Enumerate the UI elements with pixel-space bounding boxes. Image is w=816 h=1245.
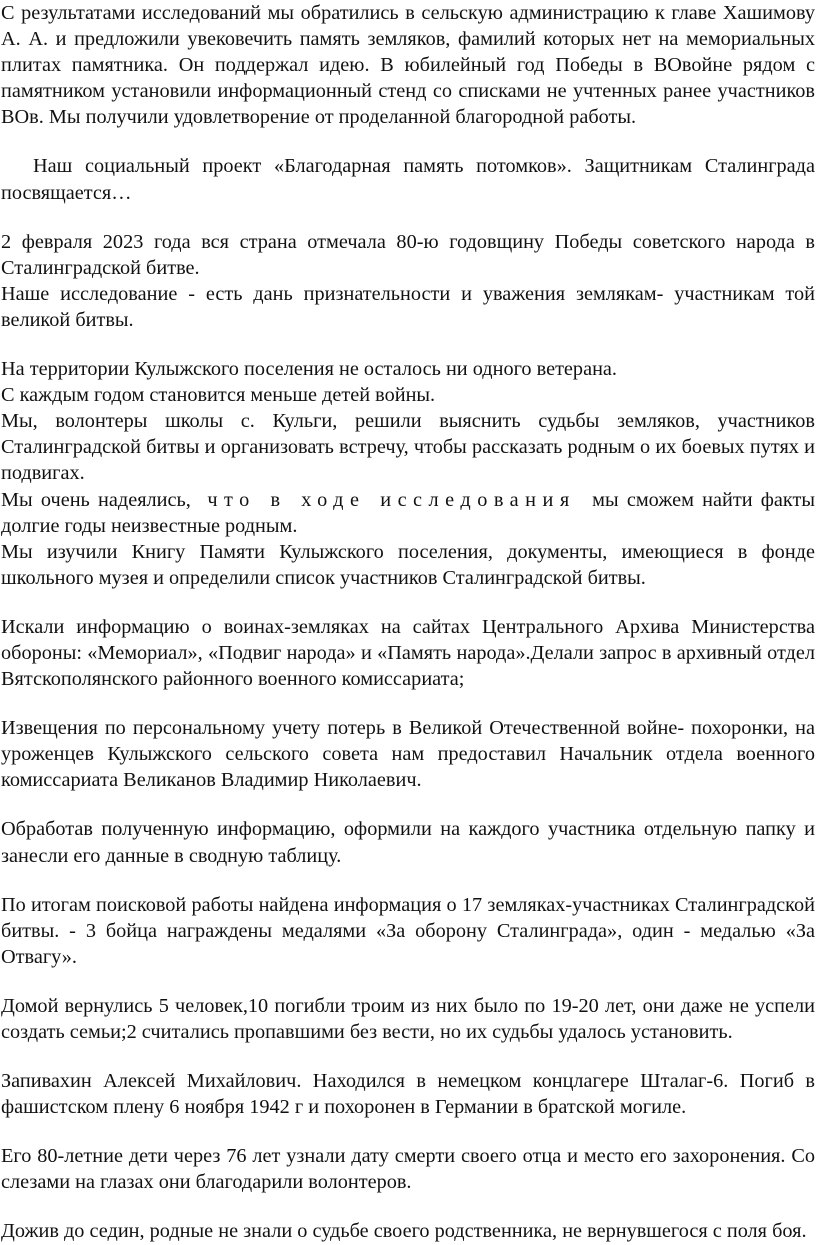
paragraph-hopes [1, 487, 815, 539]
spacer [1, 970, 815, 993]
spacer [1, 1120, 815, 1143]
paragraph-returned: Домой вернулись 5 человек,10 погибли троим из них было по 19-20 лет, они даже не успели создать семьи;2 считались пропавшими без вести, но их судьбы удалось установить. [1, 994, 815, 1043]
paragraph-tribute: Наше исследование - есть дань признательности и уважения землякам- участникам той великой битвы. [1, 282, 815, 331]
paragraph-administration: С результатами исследований мы обратились в сельскую администрацию к главе Хашимову А. А. и предложили увековечить память земляков, фамилий которых нет на мемориальных плитах памятника. Он поддержал идею. В юбилейный год Победы в ВОвойне рядом с памятником установили информационный стенд со списками не учтенных ранее участников ВОв. Мы получили удовлетворение от проделанной благородной работы. [1, 2, 815, 129]
paragraph-children-of-war: С каждым годом становится меньше детей войны. [1, 384, 436, 407]
spacer [1, 869, 815, 892]
paragraph-results: По итогам поисковой работы найдена информация о 17 земляках-участниках Сталинградской битвы. - 3 бойца награждены медалями «За оборону Сталинграда», один - медалью «За Отвагу». [1, 893, 815, 968]
spacer [1, 1045, 815, 1068]
paragraph-archives: Искали информацию о воинах-земляках на сайтах Центрального Архива Министерства обороны: «Мемориал», «Подвиг народа» и «Память народа».Делали запрос в архивный отдел Вятскополянского районного военного комиссариата; [1, 615, 815, 691]
spacer [1, 591, 815, 614]
paragraph-book-of-memory: Мы изучили Книгу Памяти Кулыжского поселения, документы, имеющиеся в фонде школьного музея и определили список участников Сталинградской битвы. [1, 540, 815, 589]
paragraph-relatives: Дожив до седин, родные не знали о судьбе своего родственника, не вернувшегося с поля боя. [1, 1220, 807, 1243]
paragraph-zapivakhin: Запивахин Алексей Михайлович. Находился в немецком концлагере Шталаг-6. Погиб в фашистском плену 6 ноября 1942 г и похоронен в Германии в братской могиле. [1, 1070, 815, 1119]
hopes-start: Мы очень надеялись, [1, 488, 191, 511]
paragraph-children-learned: Его 80-летние дети через 76 лет узнали дату смерти своего отца и место его захоронения. Со слезами на глазах они благодарили волонтеров. [1, 1145, 815, 1194]
spacer [1, 1195, 815, 1218]
paragraph-notices: Извещения по персональному учету потерь в Великой Отечественной войне- похоронки, на уроженцев Кулыжского сельского совета нам предоставил Начальник отдела военного комиссариата Великанов Владимир Николаевич. [1, 717, 815, 792]
spacer [1, 130, 815, 153]
paragraph-no-veterans: На территории Кулыжского поселения не осталось ни одного ветерана. [1, 358, 618, 381]
spacer [1, 793, 815, 816]
paragraph-anniversary: 2 февраля 2023 года вся страна отмечала 80-ю годовщину Победы советского народа в Сталинградской битве. [1, 230, 815, 279]
paragraph-project-title: Наш социальный проект «Благодарная память потомков». Защитникам Сталинграда посвящается… [1, 155, 815, 204]
spacer [1, 333, 815, 356]
hopes-end: мы сможем найти факты долгие годы неизвестные родным. [1, 488, 816, 537]
paragraph-volunteers: Мы, волонтеры школы с. Кульги, решили выяснить судьбы земляков, участников Сталинградской битвы и организовать встречу, чтобы рассказать родным о их боевых путях и подвигах. [1, 410, 815, 485]
paragraph-folders: Обработав полученную информацию, оформили на каждого участника отдельную папку и занесли его данные в сводную таблицу. [1, 818, 815, 867]
spacer [1, 692, 815, 715]
spacer [1, 206, 815, 229]
hopes-spaced-phrase: что в ходе исследования [207, 488, 576, 511]
